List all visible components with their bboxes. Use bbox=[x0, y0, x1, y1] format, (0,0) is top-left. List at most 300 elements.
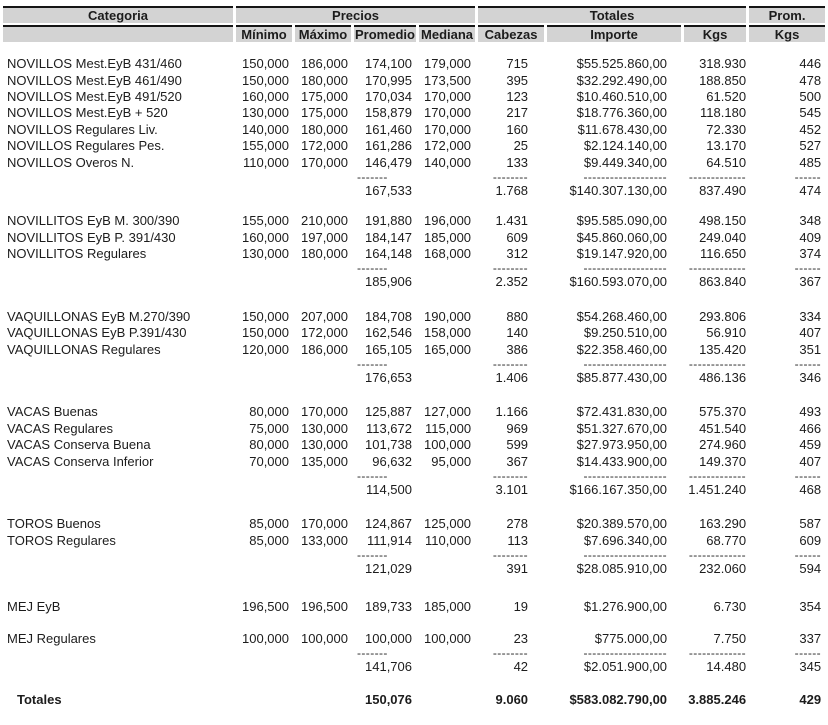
prom_kgs-cell: 334 bbox=[799, 308, 822, 324]
maximo-cell: 175,000 bbox=[301, 105, 348, 121]
minimo-empty bbox=[236, 171, 292, 183]
kgs-cell: 249.040 bbox=[699, 229, 747, 245]
spacer-row bbox=[3, 199, 825, 213]
categoria-empty bbox=[3, 470, 233, 482]
categoria-empty bbox=[3, 647, 233, 659]
kgs-dash: ------------- bbox=[688, 646, 747, 661]
kgs-cell: 7.750 bbox=[713, 630, 747, 646]
promedio-cell: 161,286 bbox=[365, 138, 412, 154]
category-cell: VACAS Conserva Inferior bbox=[7, 453, 154, 469]
categoria-empty bbox=[3, 370, 233, 386]
spacer-row bbox=[3, 291, 825, 309]
promedio-dash: ------- bbox=[357, 261, 388, 276]
header-prom-kgs: Kgs bbox=[749, 25, 825, 42]
mediana-cell: 172,000 bbox=[424, 138, 472, 154]
minimo-cell: 196,500 bbox=[242, 598, 289, 614]
spacer bbox=[3, 615, 825, 631]
prom_kgs-subtotal: 345 bbox=[799, 659, 822, 675]
header-sub-row bbox=[3, 25, 825, 42]
category-cell: MEJ EyB bbox=[7, 598, 61, 614]
maximo-cell: 135,000 bbox=[301, 453, 348, 469]
subtotal-row bbox=[3, 561, 825, 577]
prom_kgs-dash: ------ bbox=[794, 646, 822, 661]
cabezas-grand-total: 9.060 bbox=[495, 691, 529, 707]
table-row bbox=[3, 89, 825, 105]
minimo-cell: 110,000 bbox=[242, 154, 289, 170]
spacer bbox=[3, 676, 825, 692]
category-cell: VAQUILLONAS Regulares bbox=[7, 341, 161, 357]
spacer-row bbox=[3, 615, 825, 631]
mediana-cell: 165,000 bbox=[424, 341, 472, 357]
promedio-subtotal: 141,706 bbox=[365, 659, 412, 675]
category-cell: NOVILLITOS EyB M. 300/390 bbox=[7, 213, 180, 229]
promedio-subtotal: 176,653 bbox=[365, 370, 412, 386]
prom_kgs-cell: 407 bbox=[799, 453, 822, 469]
mediana-cell: 110,000 bbox=[425, 532, 472, 548]
cabezas-cell: 23 bbox=[513, 630, 529, 646]
minimo-empty bbox=[236, 183, 292, 199]
kgs-cell: 13.170 bbox=[706, 138, 747, 154]
cabezas-cell: 609 bbox=[506, 229, 529, 245]
minimo-cell: 85,000 bbox=[249, 532, 289, 548]
promedio-cell: 164,148 bbox=[365, 246, 412, 262]
importe-cell: $19.147.920,00 bbox=[576, 246, 668, 262]
header-minimo: Mínimo bbox=[236, 25, 292, 42]
minimo-empty bbox=[236, 692, 292, 708]
categoria-empty bbox=[3, 659, 233, 675]
cabezas-subtotal: 391 bbox=[506, 561, 529, 577]
maximo-empty bbox=[295, 171, 351, 183]
header-categoria-blank bbox=[3, 25, 233, 42]
promedio-cell: 170,034 bbox=[365, 88, 412, 104]
prom_kgs-cell: 485 bbox=[799, 154, 822, 170]
importe-subtotal: $28.085.910,00 bbox=[576, 561, 668, 577]
kgs-cell: 274.960 bbox=[699, 437, 747, 453]
importe-dash: ------------------- bbox=[583, 356, 668, 371]
category-cell: VACAS Buenas bbox=[7, 404, 98, 420]
kgs-cell: 188.850 bbox=[699, 72, 747, 88]
header-group-totales: Totales bbox=[478, 6, 746, 25]
prom_kgs-dash: ------ bbox=[794, 169, 822, 184]
prom_kgs-cell: 337 bbox=[799, 630, 822, 646]
category-cell: VAQUILLONAS EyB P.391/430 bbox=[7, 325, 187, 341]
cabezas-cell: 25 bbox=[513, 138, 529, 154]
promedio-cell: 101,738 bbox=[365, 437, 412, 453]
cabezas-subtotal: 1.768 bbox=[495, 182, 529, 198]
kgs-subtotal: 14.480 bbox=[706, 659, 747, 675]
cabezas-subtotal: 3.101 bbox=[495, 482, 529, 497]
table-row bbox=[3, 154, 825, 170]
prom_kgs-dash: ------ bbox=[794, 547, 822, 562]
prom_kgs-cell: 348 bbox=[799, 213, 822, 229]
header-group-precios: Precios bbox=[236, 6, 475, 25]
spacer-row bbox=[3, 498, 825, 516]
maximo-empty bbox=[295, 262, 351, 274]
minimo-cell: 155,000 bbox=[242, 213, 289, 229]
cabezas-dash: -------- bbox=[492, 261, 529, 276]
kgs-subtotal: 837.490 bbox=[699, 182, 747, 198]
kgs-cell: 149.370 bbox=[699, 453, 747, 469]
prom_kgs-cell: 409 bbox=[799, 229, 822, 245]
mediana-cell: 173,500 bbox=[424, 72, 472, 88]
kgs-cell: 56.910 bbox=[706, 325, 747, 341]
categoria-empty bbox=[3, 274, 233, 290]
table-row bbox=[3, 309, 825, 325]
maximo-empty bbox=[295, 183, 351, 199]
promedio-cell: 161,460 bbox=[365, 121, 412, 137]
table-row bbox=[3, 516, 825, 532]
subtotal-dash-row bbox=[3, 647, 825, 659]
mediana-empty bbox=[419, 358, 475, 370]
header-group-prom: Prom. bbox=[749, 6, 825, 25]
kgs-cell: 6.730 bbox=[713, 598, 747, 614]
importe-cell: $22.358.460,00 bbox=[576, 341, 668, 357]
subtotal-dash-row bbox=[3, 358, 825, 370]
maximo-cell: 207,000 bbox=[301, 308, 348, 324]
minimo-cell: 160,000 bbox=[242, 88, 289, 104]
prom_kgs-dash: ------ bbox=[794, 468, 822, 483]
table-row bbox=[3, 404, 825, 420]
importe-cell: $55.525.860,00 bbox=[576, 56, 668, 72]
prom_kgs-subtotal: 346 bbox=[799, 370, 822, 386]
table-row bbox=[3, 437, 825, 453]
minimo-empty bbox=[236, 358, 292, 370]
table-row bbox=[3, 341, 825, 357]
mediana-cell: 190,000 bbox=[424, 308, 472, 324]
maximo-cell: 170,000 bbox=[301, 154, 348, 170]
kgs-cell: 118.180 bbox=[700, 105, 747, 121]
table-row bbox=[3, 105, 825, 121]
table-row bbox=[3, 533, 825, 549]
minimo-cell: 155,000 bbox=[242, 138, 289, 154]
prom_kgs-subtotal: 594 bbox=[799, 561, 822, 577]
subtotal-dash-row bbox=[3, 470, 825, 482]
spacer bbox=[3, 386, 825, 404]
cabezas-cell: 123 bbox=[506, 88, 529, 104]
cabezas-cell: 217 bbox=[506, 105, 529, 121]
kgs-cell: 135.420 bbox=[699, 341, 747, 357]
importe-grand-total: $583.082.790,00 bbox=[569, 691, 668, 707]
mediana-empty bbox=[419, 561, 475, 577]
importe-subtotal: $166.167.350,00 bbox=[569, 482, 668, 497]
spacer-row bbox=[3, 386, 825, 404]
cabezas-dash: -------- bbox=[492, 646, 529, 661]
cabezas-cell: 969 bbox=[506, 420, 529, 436]
table-row bbox=[3, 598, 825, 614]
promedio-dash: ------- bbox=[357, 169, 388, 184]
header-cabezas: Cabezas bbox=[478, 25, 544, 42]
mediana-cell: 170,000 bbox=[424, 88, 472, 104]
promedio-dash: ------- bbox=[357, 646, 388, 661]
category-cell: NOVILLOS Mest.EyB + 520 bbox=[7, 105, 168, 121]
promedio-cell: 191,880 bbox=[365, 213, 412, 229]
importe-subtotal: $160.593.070,00 bbox=[569, 274, 668, 290]
mediana-cell: 185,000 bbox=[424, 229, 472, 245]
kgs-cell: 163.290 bbox=[699, 516, 747, 532]
promedio-cell: 113,672 bbox=[365, 420, 412, 436]
mediana-empty bbox=[419, 692, 475, 708]
importe-cell: $7.696.340,00 bbox=[583, 532, 668, 548]
cabezas-cell: 312 bbox=[506, 246, 529, 262]
maximo-cell: 172,000 bbox=[301, 325, 348, 341]
promedio-dash: ------- bbox=[357, 547, 388, 562]
importe-dash: ------------------- bbox=[583, 547, 668, 562]
importe-cell: $32.292.490,00 bbox=[576, 72, 668, 88]
mediana-cell: 100,000 bbox=[424, 437, 472, 453]
cabezas-cell: 386 bbox=[506, 341, 529, 357]
mediana-cell: 100,000 bbox=[424, 630, 472, 646]
table-row bbox=[3, 631, 825, 647]
table-row bbox=[3, 56, 825, 72]
maximo-cell: 186,000 bbox=[301, 341, 348, 357]
importe-subtotal: $85.877.430,00 bbox=[576, 370, 668, 386]
grand-total-label: Totales bbox=[17, 691, 62, 707]
mediana-cell: 140,000 bbox=[424, 154, 472, 170]
cabezas-dash: -------- bbox=[492, 169, 529, 184]
maximo-cell: 172,000 bbox=[301, 138, 348, 154]
prom_kgs-cell: 493 bbox=[799, 404, 822, 420]
category-cell: NOVILLOS Regulares Liv. bbox=[7, 121, 158, 137]
table-row bbox=[3, 453, 825, 469]
prom_kgs-subtotal: 474 bbox=[799, 182, 822, 198]
importe-dash: ------------------- bbox=[583, 169, 668, 184]
header-mediana: Mediana bbox=[419, 25, 475, 42]
cabezas-cell: 19 bbox=[513, 598, 529, 614]
table-row bbox=[3, 246, 825, 262]
maximo-empty bbox=[295, 482, 351, 498]
spacer bbox=[3, 199, 825, 213]
prom_kgs-cell: 466 bbox=[799, 420, 822, 436]
spacer-row bbox=[3, 42, 825, 56]
importe-dash: ------------------- bbox=[583, 261, 668, 276]
prom_kgs-grand-total: 429 bbox=[799, 691, 822, 707]
cabezas-dash: -------- bbox=[492, 547, 529, 562]
cabezas-cell: 140 bbox=[506, 325, 529, 341]
cabezas-cell: 1.166 bbox=[495, 404, 529, 420]
category-cell: TOROS Buenos bbox=[7, 516, 101, 532]
maximo-empty bbox=[295, 692, 351, 708]
importe-cell: $11.678.430,00 bbox=[577, 121, 668, 137]
promedio-cell: 125,887 bbox=[365, 404, 412, 420]
promedio-cell: 184,147 bbox=[365, 229, 412, 245]
promedio-cell: 170,995 bbox=[365, 72, 412, 88]
mediana-empty bbox=[419, 171, 475, 183]
prom_kgs-cell: 446 bbox=[799, 56, 822, 72]
prom_kgs-cell: 354 bbox=[799, 598, 822, 614]
maximo-empty bbox=[295, 659, 351, 675]
categoria-empty bbox=[3, 171, 233, 183]
subtotal-row bbox=[3, 183, 825, 199]
prom_kgs-cell: 609 bbox=[799, 532, 822, 548]
prom_kgs-cell: 374 bbox=[799, 246, 822, 262]
minimo-empty bbox=[236, 561, 292, 577]
category-cell: NOVILLOS Regulares Pes. bbox=[7, 138, 165, 154]
mediana-cell: 127,000 bbox=[424, 404, 472, 420]
mediana-cell: 95,000 bbox=[431, 453, 472, 469]
minimo-cell: 150,000 bbox=[242, 72, 289, 88]
cabezas-cell: 1.431 bbox=[495, 213, 529, 229]
mediana-cell: 170,000 bbox=[424, 121, 472, 137]
maximo-cell: 210,000 bbox=[301, 213, 348, 229]
prom_kgs-cell: 527 bbox=[799, 138, 822, 154]
table-row bbox=[3, 213, 825, 229]
maximo-cell: 130,000 bbox=[301, 437, 348, 453]
importe-cell: $45.860.060,00 bbox=[576, 229, 668, 245]
kgs-cell: 498.150 bbox=[699, 213, 747, 229]
maximo-cell: 130,000 bbox=[301, 420, 348, 436]
importe-cell: $20.389.570,00 bbox=[576, 516, 668, 532]
table-row bbox=[3, 72, 825, 88]
table-row bbox=[3, 421, 825, 437]
prom_kgs-cell: 459 bbox=[799, 437, 822, 453]
table-body bbox=[3, 42, 825, 708]
importe-cell: $775.000,00 bbox=[594, 630, 668, 646]
kgs-grand-total: 3.885.246 bbox=[688, 691, 747, 707]
importe-cell: $95.585.090,00 bbox=[576, 213, 668, 229]
minimo-empty bbox=[236, 659, 292, 675]
maximo-empty bbox=[295, 370, 351, 386]
maximo-cell: 180,000 bbox=[301, 121, 348, 137]
category-cell: NOVILLOS Overos N. bbox=[7, 154, 135, 170]
prom_kgs-cell: 478 bbox=[799, 72, 822, 88]
maximo-cell: 197,000 bbox=[301, 229, 348, 245]
cabezas-cell: 395 bbox=[506, 72, 529, 88]
mediana-cell: 185,000 bbox=[424, 598, 472, 614]
promedio-cell: 158,879 bbox=[365, 105, 412, 121]
category-cell: VACAS Conserva Buena bbox=[7, 437, 151, 453]
minimo-empty bbox=[236, 262, 292, 274]
category-cell: MEJ Regulares bbox=[7, 630, 96, 646]
mediana-cell: 158,000 bbox=[424, 325, 472, 341]
subtotal-row bbox=[3, 370, 825, 386]
categoria-empty bbox=[3, 561, 233, 577]
importe-dash: ------------------- bbox=[583, 468, 668, 483]
minimo-cell: 130,000 bbox=[242, 246, 289, 262]
maximo-cell: 170,000 bbox=[301, 404, 348, 420]
importe-cell: $10.460.510,00 bbox=[576, 88, 668, 104]
price-report-table bbox=[0, 6, 828, 708]
subtotal-dash-row bbox=[3, 171, 825, 183]
cabezas-cell: 715 bbox=[506, 56, 529, 72]
mediana-empty bbox=[419, 549, 475, 561]
category-cell: VACAS Regulares bbox=[7, 420, 113, 436]
importe-cell: $51.327.670,00 bbox=[576, 420, 668, 436]
maximo-cell: 196,500 bbox=[301, 598, 348, 614]
kgs-dash: ------------- bbox=[688, 261, 747, 276]
importe-cell: $2.124.140,00 bbox=[583, 138, 668, 154]
kgs-cell: 116.650 bbox=[700, 246, 747, 262]
prom_kgs-subtotal: 468 bbox=[799, 482, 822, 497]
promedio-cell: 96,632 bbox=[372, 453, 412, 469]
mediana-empty bbox=[419, 470, 475, 482]
spacer bbox=[3, 291, 825, 309]
mediana-cell: 179,000 bbox=[424, 56, 472, 72]
minimo-empty bbox=[236, 370, 292, 386]
category-cell: NOVILLITOS EyB P. 391/430 bbox=[7, 229, 176, 245]
kgs-cell: 72.330 bbox=[706, 121, 747, 137]
kgs-subtotal: 232.060 bbox=[699, 561, 747, 577]
maximo-cell: 186,000 bbox=[301, 56, 348, 72]
cabezas-subtotal: 2.352 bbox=[495, 274, 529, 290]
kgs-cell: 64.510 bbox=[706, 154, 747, 170]
kgs-subtotal: 486.136 bbox=[699, 370, 747, 386]
mediana-empty bbox=[419, 370, 475, 386]
mediana-cell: 170,000 bbox=[424, 105, 472, 121]
kgs-cell: 318.930 bbox=[699, 56, 747, 72]
category-cell: NOVILLITOS Regulares bbox=[7, 246, 147, 262]
promedio-cell: 184,708 bbox=[365, 308, 412, 324]
prom_kgs-dash: ------ bbox=[794, 261, 822, 276]
maximo-cell: 180,000 bbox=[301, 72, 348, 88]
importe-cell: $9.250.510,00 bbox=[583, 325, 668, 341]
spacer bbox=[3, 577, 825, 598]
importe-dash: ------------------- bbox=[583, 646, 668, 661]
promedio-cell: 124,867 bbox=[365, 516, 412, 532]
cabezas-subtotal: 42 bbox=[513, 659, 529, 675]
categoria-empty bbox=[3, 183, 233, 199]
category-cell: VAQUILLONAS EyB M.270/390 bbox=[7, 308, 191, 324]
cabezas-dash: -------- bbox=[492, 356, 529, 371]
minimo-empty bbox=[236, 647, 292, 659]
mediana-empty bbox=[419, 183, 475, 199]
subtotal-dash-row bbox=[3, 549, 825, 561]
promedio-dash: ------- bbox=[357, 468, 388, 483]
importe-subtotal: $2.051.900,00 bbox=[583, 659, 668, 675]
promedio-cell: 174,100 bbox=[365, 56, 412, 72]
mediana-cell: 168,000 bbox=[424, 246, 472, 262]
minimo-empty bbox=[236, 274, 292, 290]
minimo-cell: 150,000 bbox=[242, 308, 289, 324]
minimo-cell: 120,000 bbox=[242, 341, 289, 357]
table-row bbox=[3, 138, 825, 154]
table-header bbox=[3, 6, 825, 42]
promedio-cell: 111,914 bbox=[366, 532, 412, 548]
mediana-cell: 196,000 bbox=[424, 213, 472, 229]
categoria-empty bbox=[3, 482, 233, 498]
prom_kgs-cell: 587 bbox=[799, 516, 822, 532]
maximo-empty bbox=[295, 647, 351, 659]
maximo-cell: 170,000 bbox=[301, 516, 348, 532]
header-kgs: Kgs bbox=[684, 25, 746, 42]
maximo-cell: 133,000 bbox=[301, 532, 348, 548]
prom_kgs-cell: 500 bbox=[799, 88, 822, 104]
spacer bbox=[3, 498, 825, 516]
importe-cell: $1.276.900,00 bbox=[583, 598, 668, 614]
mediana-empty bbox=[419, 647, 475, 659]
grand-total-row bbox=[3, 692, 825, 708]
header-group-row bbox=[3, 6, 825, 25]
kgs-cell: 61.520 bbox=[706, 88, 747, 104]
prom_kgs-cell: 351 bbox=[799, 341, 822, 357]
header-maximo: Máximo bbox=[295, 25, 351, 42]
promedio-subtotal: 114,500 bbox=[365, 482, 412, 497]
table-row bbox=[3, 122, 825, 138]
importe-cell: $72.431.830,00 bbox=[576, 404, 668, 420]
kgs-cell: 575.370 bbox=[699, 404, 747, 420]
cabezas-cell: 160 bbox=[506, 121, 529, 137]
prom_kgs-cell: 545 bbox=[799, 105, 822, 121]
header-categoria: Categoria bbox=[3, 6, 233, 25]
maximo-empty bbox=[295, 274, 351, 290]
spacer-row bbox=[3, 577, 825, 598]
table-row bbox=[3, 230, 825, 246]
importe-cell: $14.433.900,00 bbox=[576, 453, 668, 469]
minimo-cell: 85,000 bbox=[249, 516, 289, 532]
minimo-cell: 70,000 bbox=[249, 453, 289, 469]
minimo-cell: 140,000 bbox=[242, 121, 289, 137]
subtotal-row bbox=[3, 274, 825, 290]
categoria-empty bbox=[3, 549, 233, 561]
